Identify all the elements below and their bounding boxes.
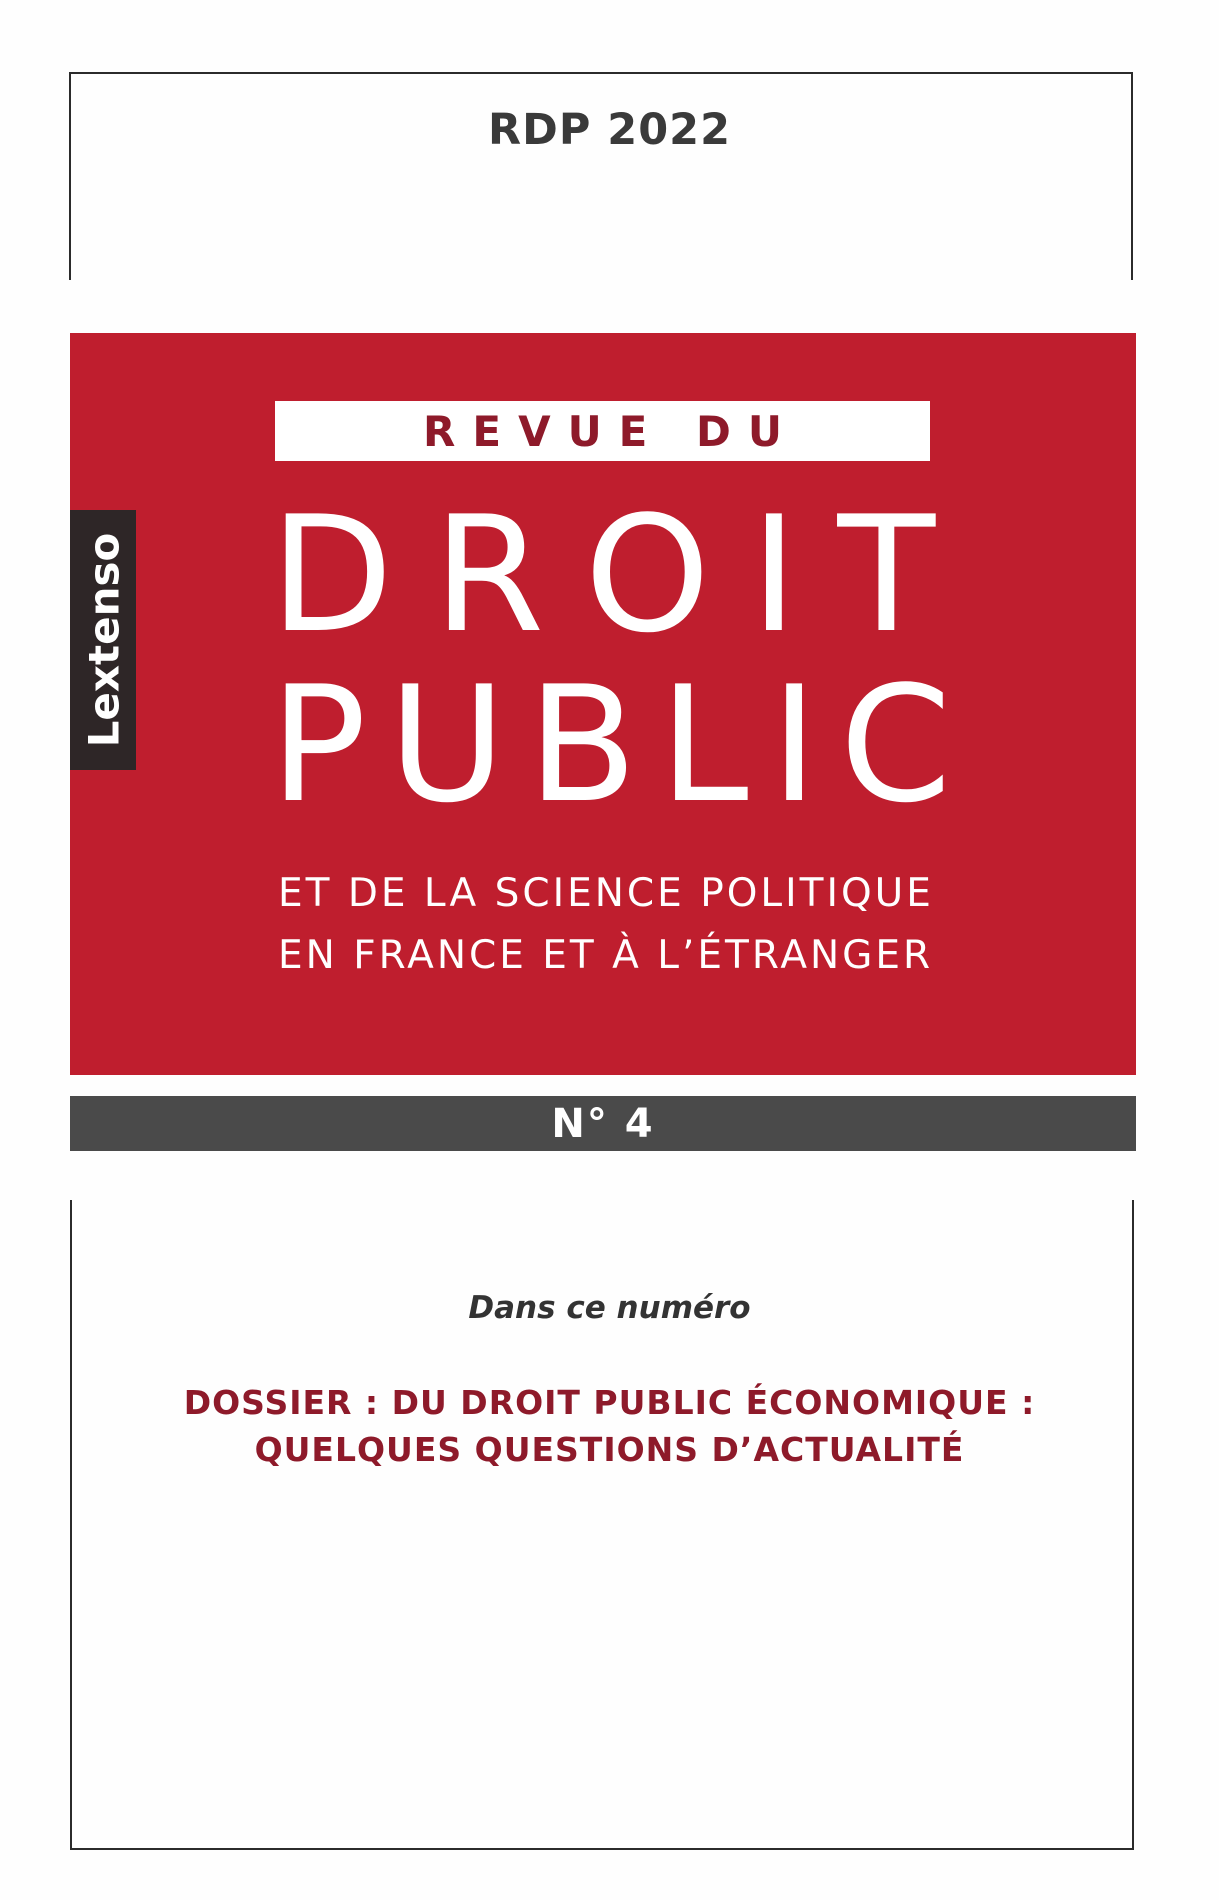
dossier-title-line-2: QUELQUES QUESTIONS D’ACTUALITÉ [254,1430,965,1469]
subtitle-line-2: EN FRANCE ET À L’ÉTRANGER [278,933,934,978]
title-line-2: PUBLIC [270,651,974,838]
revue-label: REVUE DU [423,406,799,456]
issue-bar [70,1096,1136,1151]
subtitle-line-1: ET DE LA SCIENCE POLITIQUE [278,871,934,916]
top-frame [69,72,1133,280]
edition-label: RDP 2022 [488,105,731,155]
in-this-issue-label: Dans ce numéro [468,1290,751,1326]
publisher-logo: Lextenso [79,532,129,748]
dossier-title-line-1: DOSSIER : DU DROIT PUBLIC ÉCONOMIQUE : [183,1383,1036,1422]
revue-label-box [275,401,930,461]
issue-number: N° 4 [551,1100,655,1147]
title-line-1: DROIT [270,481,976,668]
